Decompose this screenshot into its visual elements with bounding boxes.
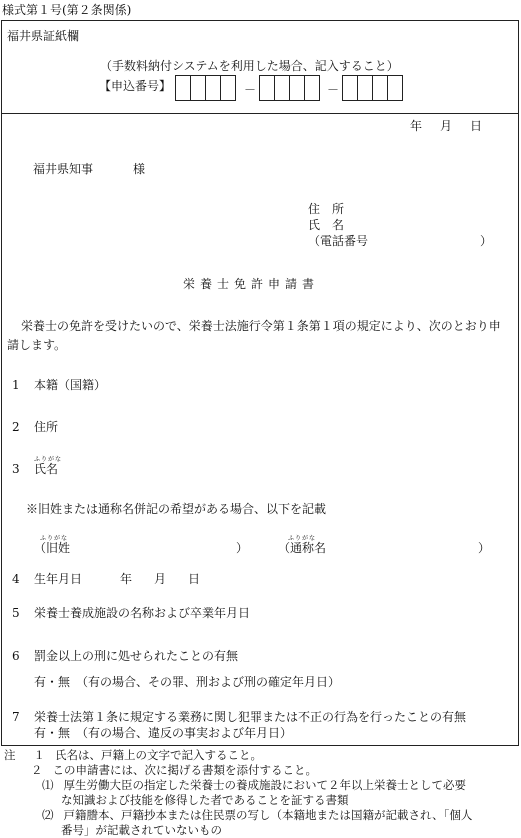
- note-2-2-line1: 戸籍謄本、戸籍抄本または住民票の写し（本籍地または国籍が記載され、「個人: [63, 808, 473, 822]
- digit-box[interactable]: [342, 75, 358, 101]
- note-2-1-line2: な知識および技能を修得した者であることを証する書類: [61, 793, 349, 807]
- addressee-governor: 福井県知事: [33, 162, 94, 176]
- application-number-separator: －: [244, 83, 257, 97]
- item-criminal-penalty: 6 罰金以上の刑に処せられたことの有無: [12, 649, 239, 663]
- note-2: この申請書には、次に掲げる書類を添付すること。: [52, 763, 317, 777]
- note-1: 氏名は、戸籍上の文字で記入すること。: [55, 748, 262, 762]
- stamp-area-note: （手数料納付システムを利用した場合、記入すること）: [100, 59, 399, 73]
- application-number-label: 【申込番号】: [99, 79, 172, 93]
- item-misconduct: 7 栄養士法第１条に規定する業務に関し犯罪または不正の行為を行ったことの有無: [12, 710, 467, 724]
- digit-box[interactable]: [205, 75, 221, 101]
- digit-box[interactable]: [175, 75, 191, 101]
- digit-box[interactable]: [259, 75, 275, 101]
- date-year: 年: [410, 119, 423, 133]
- digit-box[interactable]: [372, 75, 388, 101]
- stamp-area-title: 福井県証紙欄: [7, 29, 80, 43]
- digit-box[interactable]: [357, 75, 373, 101]
- application-number-separator: －: [327, 83, 340, 97]
- application-number-group-2: [259, 75, 319, 101]
- note-2-2-line2: 番号」が記載されていないもの: [61, 823, 222, 837]
- maiden-name-note: ※旧姓または通称名併記の希望がある場合、以下を記載: [26, 502, 327, 516]
- form-number-label: 様式第１号(第２条関係): [2, 3, 132, 17]
- applicant-address-label: 住 所: [308, 202, 345, 216]
- application-statement: 栄養士の免許を受けたいので、栄養士法施行令第１条第１項の規定により、次のとおり申請します。: [7, 319, 501, 352]
- date-month: 月: [440, 119, 453, 133]
- digit-box[interactable]: [304, 75, 320, 101]
- alias-name-close: ）: [478, 541, 491, 555]
- applicant-phone-label: （電話番号 ）: [308, 234, 493, 248]
- applicant-contact-block: [308, 201, 492, 249]
- notes-prefix: 注: [4, 748, 16, 762]
- document-title: 栄養士免許申請書: [183, 277, 320, 291]
- misconduct-answer: 有・無 （有の場合、違反の事実および年月日）: [34, 726, 293, 740]
- notes-section: 注 １ 氏名は、戸籍上の文字で記入すること。 ２ この申請書には、次に掲げる書類を添付すること。 ⑴ 厚生労働大臣の指定した栄養士の養成施設において２年以上栄養士として必要 な知識および技能を修得した者であることを証する書類 ⑵ 戸籍謄本、戸籍抄本または住民票の写し（本籍地または国籍が記載され、「個人 番号」が記載されていないもの: [4, 748, 473, 837]
- note-2-1-line1: 厚生労働大臣の指定した栄養士の養成施設において２年以上栄養士として必要: [63, 778, 466, 792]
- digit-box[interactable]: [220, 75, 236, 101]
- digit-box[interactable]: [289, 75, 305, 101]
- application-number-group-1: [175, 75, 235, 101]
- maiden-name-close: ）: [236, 541, 249, 555]
- criminal-penalty-answer: 有・無 （有の場合、その罪、刑および刑の確定年月日）: [34, 675, 341, 689]
- addressee: [33, 160, 145, 177]
- applicant-name-label: 氏 名: [308, 218, 345, 232]
- digit-box[interactable]: [387, 75, 403, 101]
- alias-name-field: ふりがな （通称名: [278, 535, 327, 555]
- addressee-honorific: 様: [133, 162, 146, 176]
- submission-date: [410, 117, 482, 134]
- item-address: 2 住所: [12, 420, 59, 434]
- digit-box[interactable]: [190, 75, 206, 101]
- digit-box[interactable]: [274, 75, 290, 101]
- date-day: 日: [470, 119, 483, 133]
- item-training-school: 5 栄養士養成施設の名称および卒業年月日: [12, 606, 251, 620]
- item-honseki: 1 本籍（国籍）: [12, 378, 107, 392]
- item-birth-date: 4 生年月日 年 月 日: [12, 572, 201, 586]
- name-ruby: ふりがな: [34, 456, 63, 463]
- maiden-name-field: ふりがな （旧姓: [34, 535, 71, 555]
- application-number-group-3: [342, 75, 402, 101]
- item-name: 3 ふりがな 氏名: [12, 456, 63, 476]
